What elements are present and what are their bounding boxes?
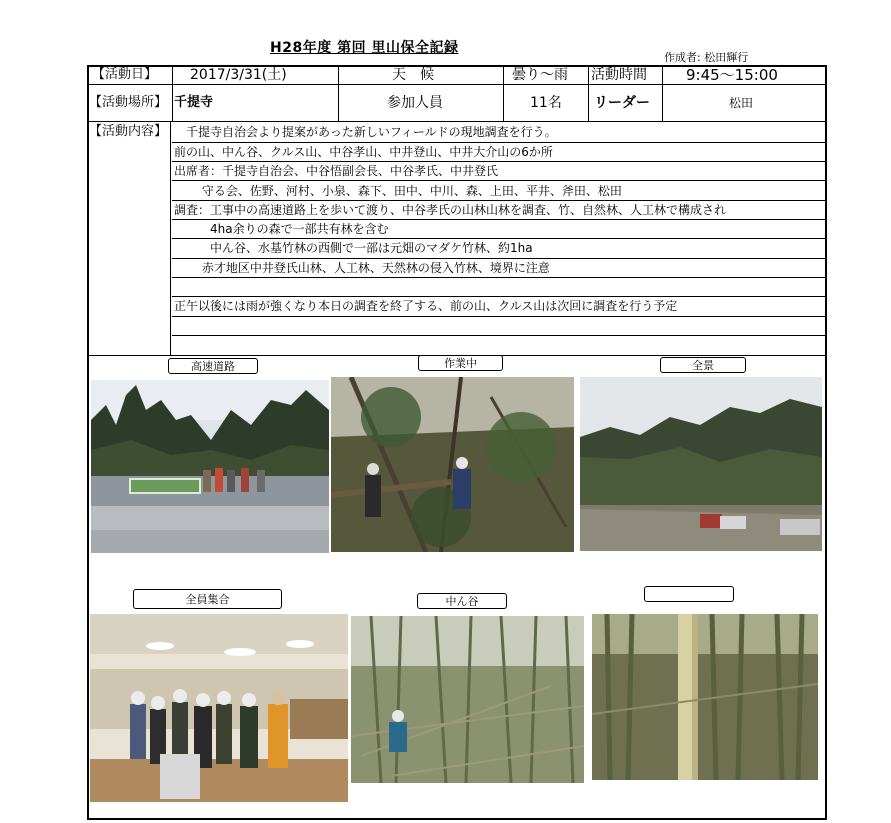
content-rule [172,316,827,317]
photo-panorama [580,377,822,551]
content-line: 赤才地区中井登氏山林、人工林、天然林の侵入竹林、境界に注意 [174,261,550,275]
photo-caption: 中ん谷 [417,593,507,609]
participants-label: 参加人員 [387,95,443,111]
time-label: 活動時間 [591,67,647,83]
place-label: 【活動場所】 [89,95,168,110]
place-value: 千提寺 [174,95,214,110]
col-divider-1 [172,65,173,121]
content-rule [172,296,827,297]
col-divider-2 [338,65,339,121]
content-line: 前の山、中ん谷、クルス山、中谷孝山、中井登山、中井大介山の6か所 [174,145,553,159]
content-rule [172,258,827,259]
photo-caption [644,586,734,602]
photo-working [331,377,574,552]
weather-value: 曇り～雨 [512,67,568,83]
leader-label: リーダー [594,95,650,111]
content-rule [172,200,827,201]
content-line: 中ん谷、水基竹林の西側で一部は元畑のマダケ竹林、約1ha [174,241,533,255]
content-line: 出席者：千提寺自治会、中谷悟副会長、中谷孝氏、中井登氏 [174,164,499,178]
content-rule [172,180,827,181]
page-title: H28年度 第回 里山保全記録 [270,40,459,56]
content-line: 正午以後には雨が強くなり本日の調査を終了する、前の山、クルス山は次回に調査を行う予定 [174,299,678,313]
photo-caption: 作業中 [418,355,503,371]
content-rule [172,161,827,162]
photo-caption: 全員集合 [133,589,282,609]
content-label-divider [170,121,171,355]
content-line: 調査：工事中の高速道路上を歩いて渡り、中谷孝氏の山林山林を調査、竹、自然林、人工林で構成され [174,203,727,217]
content-rule [172,277,827,278]
photo-caption: 全景 [660,357,746,373]
col-divider-5 [662,65,663,121]
time-value: 9:45～15:00 [686,66,778,84]
photo-bamboo [592,614,818,780]
content-rule [172,238,827,239]
col-divider-3 [503,65,504,121]
leader-value: 松田 [729,96,754,110]
content-rule [172,219,827,220]
weather-label: 天 候 [392,67,434,83]
content-line: 守る会、佐野、河村、小泉、森下、田中、中川、森、上田、平井、斧田、松田 [174,184,622,198]
date-label: 【活動日】 [92,67,158,82]
photo-highway [91,380,329,553]
photo-group [90,614,348,802]
content-rule [172,335,827,336]
participants-value: 11名 [530,95,562,111]
photo-nakantani [351,616,584,783]
photo-caption: 高速道路 [168,358,258,374]
row2-bottom-line [87,121,827,122]
author-label: 作成者: 松田輝行 [664,51,749,64]
content-label: 【活動内容】 [89,124,168,139]
content-line: 千提寺自治会より提案があった新しいフィールドの現地調査を行う。 [174,125,557,139]
content-rule [172,142,827,143]
date-value: 2017/3/31(土) [190,67,287,83]
content-line: 4ha余りの森で一部共有林を含む [174,222,389,236]
col-divider-4 [588,65,589,121]
